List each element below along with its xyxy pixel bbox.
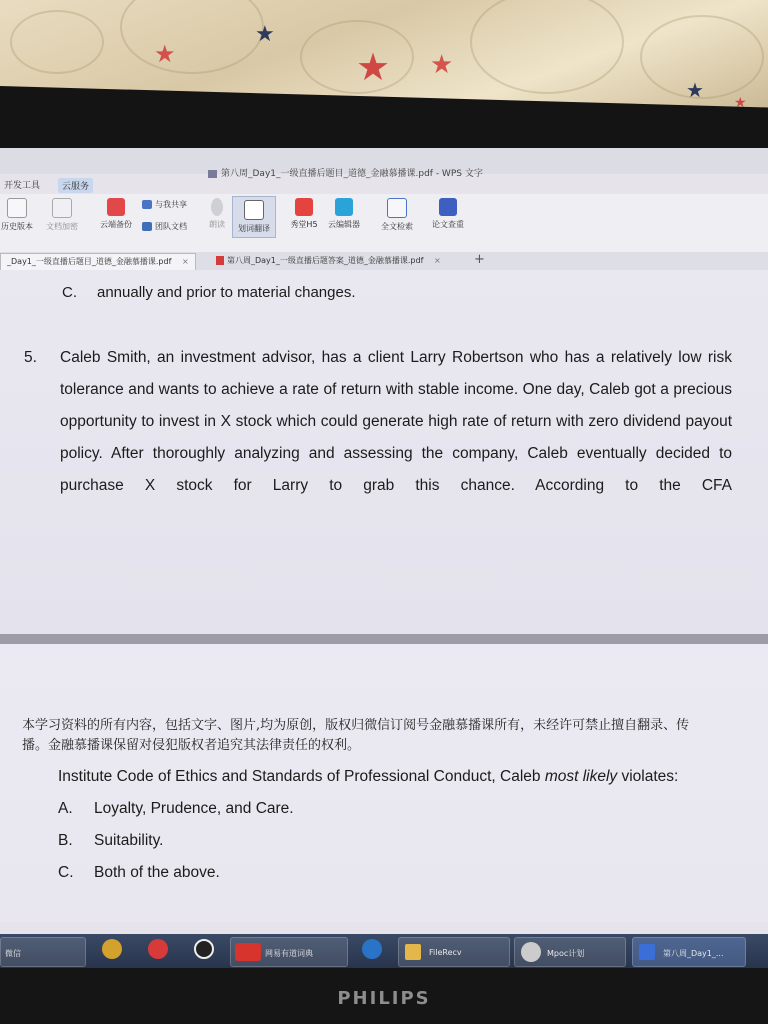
weibo-icon[interactable] <box>148 939 168 959</box>
microphone-icon <box>211 198 223 216</box>
xiutang-h5-button[interactable]: 秀堂H5 <box>286 198 322 230</box>
taskbar <box>0 934 768 968</box>
app-icon-yellow[interactable] <box>102 939 122 959</box>
copyright-notice: 本学习资料的所有内容，包括文字、图片,均为原创，版权归微信订阅号金融慕播课所有，未经许可禁止擅自翻录、传播。金融慕播课保留对侵犯版权者追究其法律责任的权利。 <box>22 718 690 753</box>
cloud-editor-button[interactable]: 云编辑器 <box>324 198 364 230</box>
read-aloud-button[interactable]: 朗读 <box>204 198 230 230</box>
wps-icon <box>639 944 655 960</box>
share-with-me-button[interactable]: 与我共享 <box>142 199 187 210</box>
team-icon <box>142 222 152 231</box>
taskbar-wechat[interactable]: 微信 <box>0 937 86 967</box>
option-text: annually and prior to material changes. <box>97 284 356 301</box>
doc-encrypt-button[interactable]: 文档加密 <box>42 198 82 232</box>
taskbar-youdao[interactable]: 网易有道词典 <box>230 937 348 967</box>
fulltext-search-button[interactable]: 全文检索 <box>376 198 418 232</box>
xiutang-icon <box>295 198 313 216</box>
answer-option-c: C. Both of the above. <box>58 864 220 881</box>
paper-check-button[interactable]: 论文查重 <box>428 198 468 230</box>
word-translate-button[interactable]: 划词翻译 <box>232 196 276 238</box>
title-bar <box>0 148 768 179</box>
star-decoration: ★ <box>734 95 747 110</box>
menu-cloud-service[interactable]: 云服务 <box>58 178 93 193</box>
share-icon <box>142 200 152 209</box>
monitor-brand-logo: PHILIPS <box>337 988 431 1009</box>
cloud-backup-icon <box>107 198 125 216</box>
browser-icon[interactable] <box>362 939 382 959</box>
star-decoration: ★ <box>154 40 176 68</box>
star-decoration: ★ <box>356 45 391 89</box>
page-separator <box>0 634 768 644</box>
menu-developer-tools[interactable]: 开发工具 <box>4 181 41 191</box>
lock-doc-icon <box>52 198 72 218</box>
star-decoration: ★ <box>430 50 454 80</box>
taskbar-mpoc[interactable]: Mpoc计划 <box>514 937 626 967</box>
qq-icon[interactable] <box>194 939 214 959</box>
option-letter: C. <box>62 284 77 301</box>
pdf-page-1 <box>0 270 768 634</box>
screen <box>0 148 768 938</box>
star-decoration: ★ <box>255 22 275 47</box>
pdf-page-2 <box>0 644 768 922</box>
folder-icon <box>405 944 421 960</box>
close-icon[interactable]: × <box>433 256 441 265</box>
question-continuation: Institute Code of Ethics and Standards of Professional Conduct, Caleb most likely violates: <box>58 768 679 785</box>
history-version-button[interactable]: 历史版本 <box>0 198 34 232</box>
pdf-icon <box>216 256 224 265</box>
document-tabs <box>0 252 768 271</box>
team-docs-button[interactable]: 团队文档 <box>142 221 187 232</box>
cloud-editor-icon <box>335 198 353 216</box>
search-icon <box>387 198 407 218</box>
paper-check-icon <box>439 198 457 216</box>
question-number: 5. <box>24 349 37 366</box>
taskbar-filerecv[interactable]: FileRecv <box>398 937 510 967</box>
avatar <box>521 942 541 962</box>
doc-tab-questions[interactable]: _Day1_一级直播后题目_道德_金融慕播课.pdf × <box>0 253 196 270</box>
taskbar-wps-doc[interactable]: 第八周_Day1_... <box>632 937 746 967</box>
question-text: Caleb Smith, an investment advisor, has a client Larry Robertson who has a relatively low risk tolerance and wants to achieve a rate of return with stable income. One day, Caleb got a precious opportunity to invest in X stock which could generate high rate of return with zero dividend payout policy. After thoroughly analyzing and assessing the company, Caleb eventually decided to purchase X stock for Larry to grab this chance. According to the CFA <box>60 349 732 494</box>
history-icon <box>7 198 27 218</box>
close-icon[interactable]: × <box>181 257 189 266</box>
answer-option-b: B. Suitability. <box>58 832 164 849</box>
translate-icon <box>244 200 264 220</box>
cloud-backup-button[interactable]: 云端备份 <box>96 198 136 230</box>
window-title: 第八周_Day1_一级直播后题目_道德_金融慕播课.pdf - WPS 文字 <box>208 166 483 179</box>
answer-option-a: A. Loyalty, Prudence, and Care. <box>58 800 294 817</box>
doc-tab-answers[interactable]: 第八周_Day1_一级直播后题答案_道德_金融慕播课.pdf × <box>210 253 447 269</box>
star-decoration: ★ <box>686 78 704 102</box>
new-tab-icon[interactable]: + <box>474 252 485 267</box>
youdao-icon <box>235 943 261 961</box>
menu-row <box>0 176 768 192</box>
ribbon-toolbar <box>0 194 768 253</box>
monitor-bezel-bottom <box>0 968 768 1024</box>
